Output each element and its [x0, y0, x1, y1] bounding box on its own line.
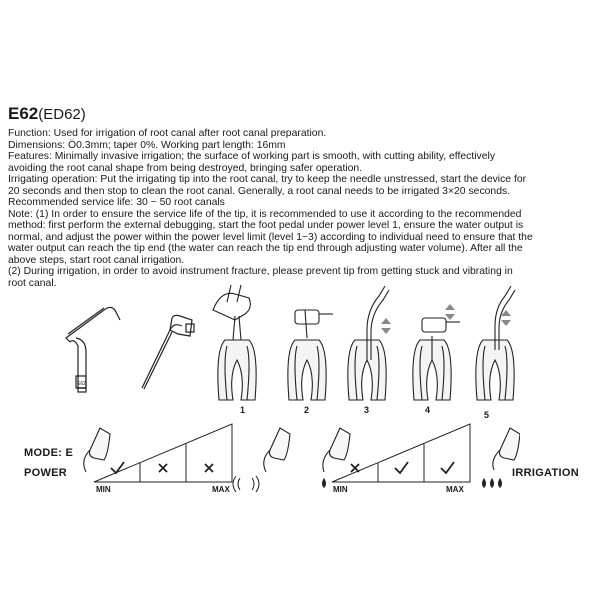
description-line: (2) During irrigation, in order to avoid instrument fracture, please prevent tip from getting stuck and vibrating in: [8, 266, 513, 277]
handpiece-irrigation-min: [323, 428, 350, 472]
step-label-2: 2: [304, 405, 310, 415]
irrigation-min-label: MIN: [333, 485, 348, 494]
mode-label: MODE: E: [24, 447, 74, 459]
step-label-4: 4: [425, 405, 431, 415]
description-line: Recommended service life: 30 ~ 50 root canals: [8, 197, 225, 208]
tip-marking: E62: [77, 381, 86, 387]
model-code: E62: [8, 104, 39, 123]
description-line: 20 seconds and then stop to clean the root canal. Generally, a root canal needs to be irrigated 3×20 seconds.: [8, 185, 511, 197]
irrigation-label: IRRIGATION: [512, 467, 579, 479]
tooth-1: [213, 285, 256, 400]
handpiece-icons: [60, 420, 520, 500]
product-title: [8, 104, 86, 124]
description-line: water output can reach the tip end (the water can reach the tip end through adjusting water volume). After all the: [8, 243, 523, 254]
step-label-3: 3: [364, 405, 370, 415]
tooth-4: [413, 318, 460, 400]
irrigation-max-label: MAX: [446, 485, 464, 494]
description-block: [8, 128, 592, 289]
description-line: Note: (1) In order to ensure the service life of the tip, it is recommended to use it according to the recommended: [8, 208, 522, 220]
description-line: normal, and adjust the power within the power level limit (level 1~3) according to individual need to ensure that the: [8, 231, 533, 243]
description-line: Features: Minimally invasive irrigation; the surface of working part is smooth, with cutting ability, effectively: [8, 151, 496, 162]
description-line: Function: Used for irrigation of root canal after root canal preparation.: [8, 128, 327, 139]
step-label-1: 1: [240, 405, 246, 415]
description-line: avoiding the root canal shape from being destroyed, bringing safer operation.: [8, 162, 363, 174]
tip-illustrations: [60, 290, 200, 395]
description-line: Irrigating operation: Put the irrigating tip into the root canal, try to keep the needle unstressed, start the device for: [8, 174, 527, 185]
model-alt-code: (ED62): [38, 106, 86, 123]
tooth-2: [288, 310, 333, 400]
power-max-label: MAX: [212, 485, 230, 494]
step-illustrations: [205, 280, 525, 410]
tooth-3: [348, 286, 389, 400]
power-label: POWER: [24, 467, 68, 479]
description-line: Dimensions: Ö0.3mm; taper 0%. Working part length: 16mm: [8, 139, 286, 151]
tooth-5: [476, 286, 515, 400]
power-min-label: MIN: [96, 485, 111, 494]
description-line: above steps, start root canal irrigation.: [8, 254, 185, 266]
description-line: method: first perform the external debugging, start the foot pedal under power level 1, ensure the water output is: [8, 220, 524, 231]
handpiece-power-min: [84, 428, 110, 472]
handpiece-irrigation-max: [493, 428, 520, 470]
handpiece-power-max: [264, 428, 290, 472]
description-line: root canal.: [8, 277, 57, 289]
step-label-5: 5: [484, 410, 490, 420]
